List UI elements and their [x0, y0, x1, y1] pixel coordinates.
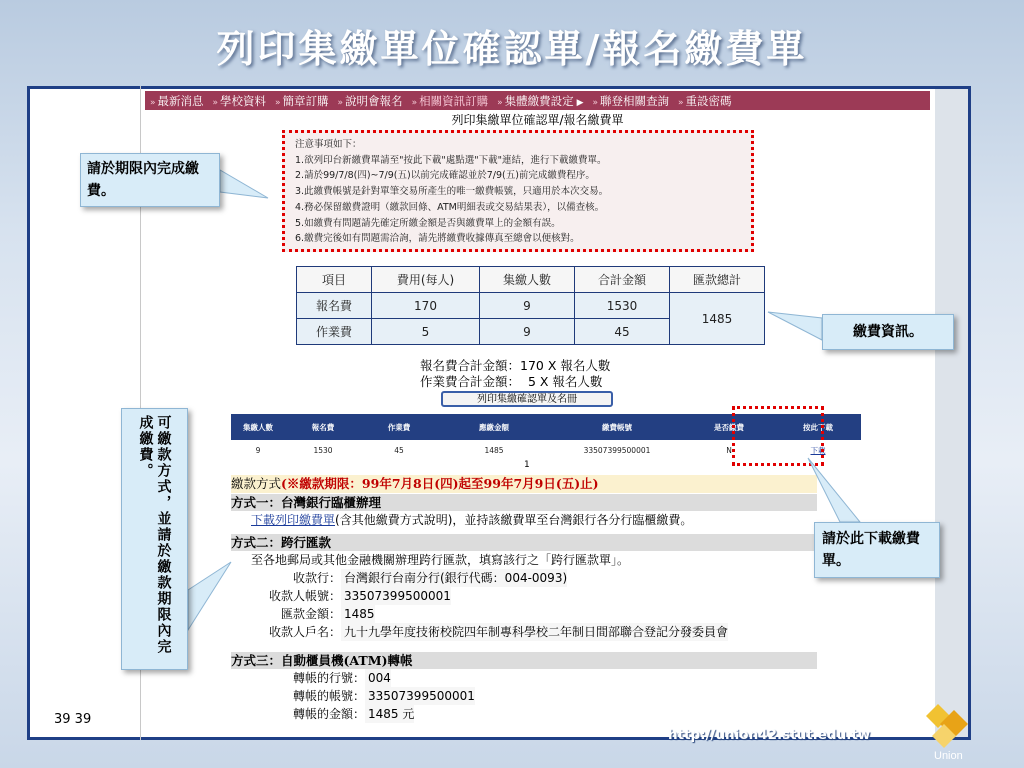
- double-chevron-icon: »: [592, 97, 599, 108]
- nav-item-brochure[interactable]: [275, 93, 329, 109]
- info-label: 收款人戶名：: [268, 625, 341, 639]
- table-header: 按此下載: [775, 414, 861, 440]
- callout-fee-info: [822, 314, 954, 350]
- table-header: 合計金額: [575, 267, 670, 293]
- notice-title: 注意事項如下：: [295, 139, 362, 150]
- table-header-row: [297, 267, 765, 293]
- fee-summary: [420, 358, 610, 389]
- info-row: [231, 587, 817, 605]
- table-header: 項目: [297, 267, 372, 293]
- pagination-number[interactable]: 1: [524, 460, 530, 470]
- callout-text: 可繳款方式，並請於繳款期限內完成繳費。: [137, 415, 172, 655]
- table-header: 應繳金額: [437, 414, 551, 440]
- nav-label: 說明會報名: [345, 93, 403, 108]
- table-cell: 1530: [285, 440, 361, 460]
- info-label: 轉帳的帳號：: [292, 689, 365, 703]
- callout-payment-methods: [121, 408, 188, 670]
- table-cell: 作業費: [297, 319, 372, 345]
- table-cell: 45: [575, 319, 670, 345]
- info-row: [231, 669, 817, 687]
- info-value: 1485 元: [365, 705, 414, 723]
- info-label: 轉帳的金額：: [292, 707, 365, 721]
- info-value: 1485: [341, 605, 375, 623]
- info-value: 九十九學年度技術校院四年制專科學校二年制日間部聯合登記分發委員會: [341, 623, 728, 641]
- nav-item-group-payment[interactable]: [497, 93, 583, 109]
- notice-line: 1.欲列印台新繳費單請至"按此下載"處點選"下載"連結，進行下載繳費單。: [295, 154, 607, 166]
- nav-item-briefing[interactable]: [338, 93, 403, 109]
- info-row: [231, 687, 817, 705]
- notice-line: 2.請於99/7/8(四)~7/9(五)以前完成確認並於7/9(五)前完成繳費程序。: [295, 170, 595, 182]
- table-header: 集繳人數: [231, 414, 285, 440]
- fee-table: [296, 266, 765, 345]
- double-chevron-icon: »: [275, 97, 281, 108]
- logo-text: Union: [934, 750, 963, 762]
- nav-label: 學校資料: [220, 93, 267, 108]
- nav-label: 重設密碼: [685, 93, 732, 108]
- info-row: [231, 705, 817, 723]
- table-header: 繳費帳號: [551, 414, 683, 440]
- method-one-title: 方式一：台灣銀行臨櫃辦理: [231, 494, 817, 511]
- method-two-title: 方式二：跨行匯款: [231, 534, 817, 551]
- callout-text: 繳費資訊。: [853, 324, 923, 340]
- info-row: [231, 623, 817, 641]
- nav-label: 集體繳費設定: [504, 93, 574, 108]
- table-header: 作業費: [361, 414, 437, 440]
- callout-text: 請於期限內完成繳費。: [87, 161, 199, 199]
- table-header: 報名費: [285, 414, 361, 440]
- union-logo: [924, 702, 976, 762]
- notice-line: 3.此繳費帳號是針對單筆交易所產生的唯一繳費帳號，只適用於本次交易。: [295, 186, 609, 198]
- method-one-text: (含其他繳費方式說明)，並持該繳費單至台灣銀行各分行臨櫃繳費。: [335, 513, 693, 527]
- notice-line: 4.務必保留繳費證明（繳款回條、ATM明細表或交易結果表），以備查核。: [295, 201, 605, 213]
- nav-label: 相關資訊訂購: [419, 93, 489, 108]
- site-url: http://union42.stut.edu.tw: [668, 727, 871, 743]
- total-cell: 1485: [670, 293, 765, 345]
- nav-item-school[interactable]: [213, 93, 267, 109]
- callout-text: 請於此下載繳費單。: [822, 531, 920, 569]
- table-cell: 9: [480, 319, 575, 345]
- nav-label: 簡章訂購: [282, 93, 329, 108]
- notice-line: 5.如繳費有問題請先確定所繳金額是否與繳費單上的金額有誤。: [295, 217, 561, 229]
- table-header: 費用(每人): [372, 267, 480, 293]
- info-row: [231, 605, 817, 623]
- nav-item-query[interactable]: [593, 93, 670, 109]
- info-value: 台灣銀行台南分行(銀行代碼：004-0093): [341, 569, 567, 587]
- slide-page-number: 39 39: [54, 712, 92, 727]
- download-highlight: [732, 406, 824, 466]
- nav-item-reset-password[interactable]: [678, 93, 732, 109]
- scrollbar[interactable]: [935, 89, 968, 737]
- double-chevron-icon: »: [212, 97, 219, 108]
- table-cell: N: [683, 440, 775, 460]
- double-chevron-icon: »: [411, 97, 418, 108]
- notice-line: 6.繳費完後如有問題需洽詢，請先將繳費收據傳真至總會以便核對。: [295, 233, 580, 245]
- info-value: 33507399500001: [365, 687, 475, 705]
- table-header: 集繳人數: [480, 267, 575, 293]
- double-chevron-icon: »: [678, 97, 684, 108]
- table-cell: 33507399500001: [551, 440, 683, 460]
- download-link[interactable]: 下載: [810, 445, 826, 455]
- table-cell: 5: [372, 319, 480, 345]
- payment-deadline: (※繳款期限：99年7月8日(四)起至99年7月9日(五)止): [281, 476, 599, 491]
- info-value: 004: [365, 669, 391, 687]
- summary-line: 報名費合計金額：170 X 報名人數: [420, 358, 611, 373]
- payment-method-bar: [231, 475, 817, 493]
- table-row: [297, 293, 765, 319]
- info-label: 收款人帳號：: [268, 589, 341, 603]
- info-value: 33507399500001: [341, 587, 451, 605]
- info-label: 匯款金額：: [280, 607, 341, 621]
- method-label: 繳款方式: [231, 476, 282, 491]
- info-label: 收款行：: [292, 571, 341, 585]
- table-cell: 1485: [437, 440, 551, 460]
- method-three-title: 方式三：自動櫃員機(ATM)轉帳: [231, 652, 817, 669]
- nav-item-news[interactable]: [150, 93, 204, 109]
- nav-label: 聯登相關查詢: [600, 93, 670, 108]
- double-chevron-icon: »: [497, 97, 503, 108]
- nav-bar: [145, 91, 930, 110]
- table-cell: 1530: [575, 293, 670, 319]
- method-one-section: [231, 494, 817, 529]
- info-label: 轉帳的行號：: [292, 671, 365, 685]
- table-cell: 報名費: [297, 293, 372, 319]
- table-cell: 9: [480, 293, 575, 319]
- summary-line: 作業費合計金額： 5 X 報名人數: [420, 373, 603, 389]
- page-header: 列印集繳單位確認單/報名繳費單: [451, 113, 624, 127]
- slide-title: 列印集繳單位確認單/報名繳費單: [216, 26, 808, 71]
- nav-label: 最新消息: [157, 93, 204, 108]
- download-payment-slip-link[interactable]: 下載列印繳費單: [251, 513, 336, 527]
- callout-deadline: [80, 153, 220, 207]
- double-chevron-icon: »: [150, 97, 156, 108]
- triangle-right-icon: ▶: [576, 97, 584, 108]
- method-three-section: [231, 652, 817, 723]
- table-header: 是否繳費: [683, 414, 775, 440]
- print-confirmation-button[interactable]: 列印集繳確認單及名冊: [441, 391, 613, 407]
- method-two-desc: 至各地郵局或其他金融機關辦理跨行匯款，填寫該行之「跨行匯款單」。: [251, 553, 630, 567]
- notice-box: [282, 130, 754, 252]
- method-one-row: [231, 511, 817, 529]
- table-header: 匯款總計: [670, 267, 765, 293]
- info-row: [231, 569, 817, 587]
- table-cell: 45: [361, 440, 437, 460]
- method-two-section: [231, 534, 817, 641]
- double-chevron-icon: »: [337, 97, 344, 108]
- table-cell: 9: [231, 440, 285, 460]
- nav-item-related-order[interactable]: [412, 93, 489, 109]
- callout-download: [814, 522, 940, 578]
- table-cell: 170: [372, 293, 480, 319]
